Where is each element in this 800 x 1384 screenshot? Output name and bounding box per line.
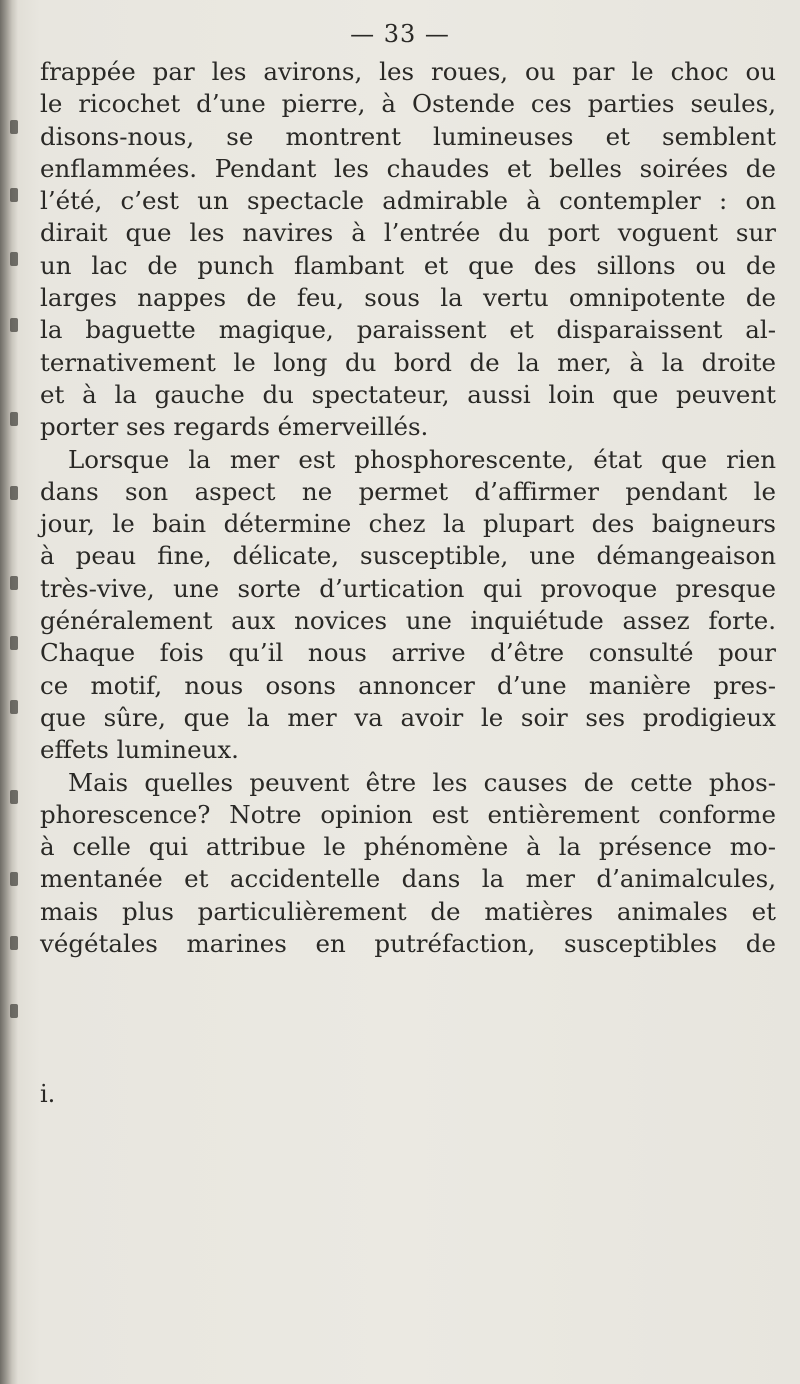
text-line: frappée par les avirons, les roues, ou par le choc ou bbox=[40, 57, 776, 86]
text-line: l’été, c’est un spectacle admirable à contempler : on bbox=[40, 186, 776, 216]
binding-mark bbox=[10, 486, 18, 500]
binding-mark bbox=[10, 636, 18, 650]
text-line: dans son aspect ne permet d’affirmer pendant le bbox=[40, 476, 776, 506]
text-line: très-vive, une sorte d’urtication qui provoque presque bbox=[40, 573, 776, 603]
binding-edge bbox=[0, 0, 18, 1384]
text-line: mentanée et accidentelle dans la mer d’animalcules, bbox=[40, 864, 776, 894]
text-line: ternativement le long du bord de la mer, à la droite bbox=[40, 347, 776, 377]
text-line: à celle qui attribue le phénomène à la présence mo- bbox=[40, 832, 776, 862]
binding-mark bbox=[10, 252, 18, 266]
binding-mark bbox=[10, 120, 18, 134]
binding-mark bbox=[10, 188, 18, 202]
text-line: porter ses regards émerveillés. bbox=[40, 412, 429, 442]
binding-mark bbox=[10, 318, 18, 332]
page-number: — 33 — bbox=[350, 20, 450, 48]
signature-mark: i. bbox=[40, 1080, 56, 1108]
text-line: à peau fine, délicate, susceptible, une démangeaison bbox=[40, 541, 776, 571]
body-text bbox=[40, 56, 776, 960]
text-line: disons-nous, se montrent lumineuses et semblent bbox=[40, 121, 776, 151]
text-line: le ricochet d’une pierre, à Ostende ces parties seules, bbox=[40, 89, 776, 119]
text-line: que sûre, que la mer va avoir le soir ses prodigieux bbox=[40, 702, 776, 732]
binding-mark bbox=[10, 576, 18, 590]
text-line: végétales marines en putréfaction, susceptibles de bbox=[40, 929, 776, 959]
text-line: phorescence? Notre opinion est entièrement conforme bbox=[40, 799, 776, 829]
text-line: Lorsque la mer est phosphorescente, état que rien bbox=[68, 444, 776, 474]
text-line: Chaque fois qu’il nous arrive d’être consulté pour bbox=[40, 638, 776, 668]
text-line: effets lumineux. bbox=[40, 735, 239, 765]
text-line: enflammées. Pendant les chaudes et belles soirées de bbox=[40, 153, 776, 183]
text-line: larges nappes de feu, sous la vertu omnipotente de bbox=[40, 283, 776, 313]
text-line: la baguette magique, paraissent et disparaissent al- bbox=[40, 315, 776, 345]
text-line: généralement aux novices une inquiétude assez forte. bbox=[40, 606, 776, 636]
text-line: ce motif, nous osons annoncer d’une manière pres- bbox=[40, 670, 776, 700]
binding-mark bbox=[10, 700, 18, 714]
text-line: dirait que les navires à l’entrée du port voguent sur bbox=[40, 218, 776, 248]
text-line: mais plus particulièrement de matières animales et bbox=[40, 896, 776, 926]
text-line: Mais quelles peuvent être les causes de cette phos- bbox=[68, 767, 776, 797]
binding-mark bbox=[10, 412, 18, 426]
text-line: un lac de punch flambant et que des sillons ou de bbox=[40, 250, 776, 280]
text-line: et à la gauche du spectateur, aussi loin que peuvent bbox=[40, 379, 776, 409]
binding-mark bbox=[10, 872, 18, 886]
binding-mark bbox=[10, 790, 18, 804]
text-line: jour, le bain détermine chez la plupart des baigneurs bbox=[40, 509, 776, 539]
binding-mark bbox=[10, 936, 18, 950]
binding-mark bbox=[10, 1004, 18, 1018]
